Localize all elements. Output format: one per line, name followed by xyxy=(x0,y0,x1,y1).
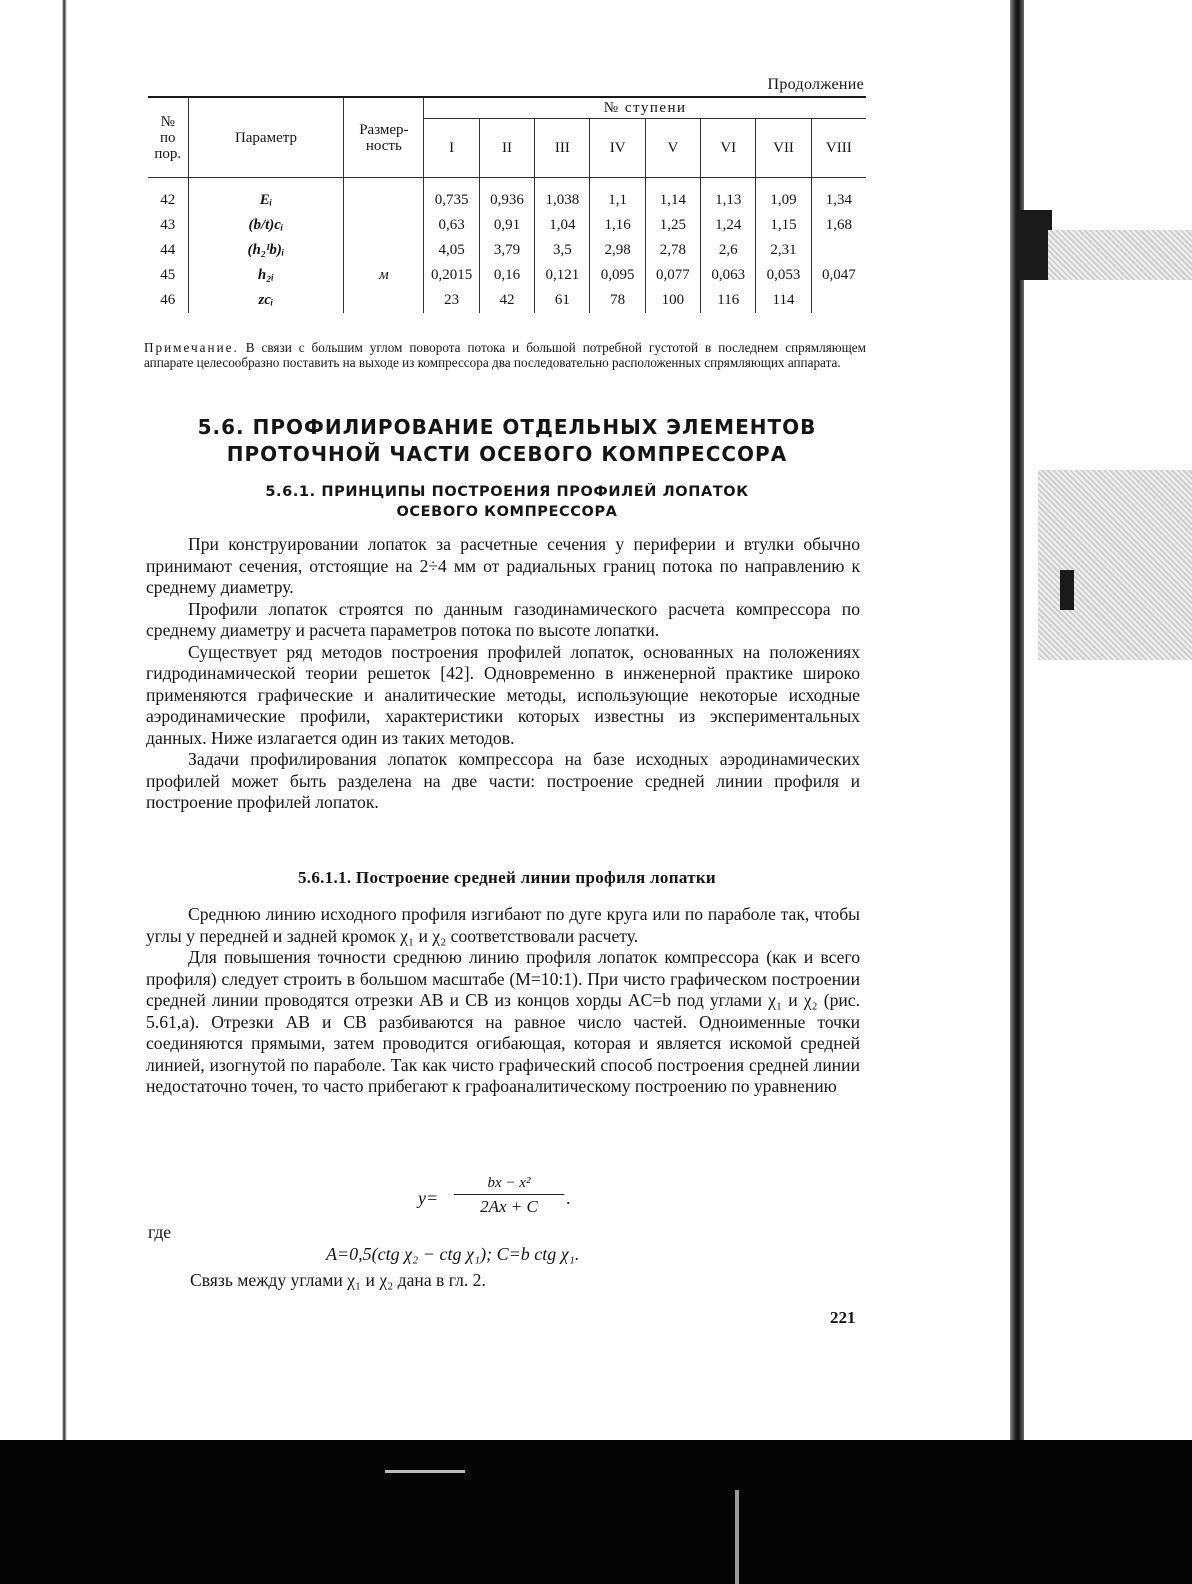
equation-numerator: bx − x² xyxy=(487,1175,531,1191)
fraction-bar xyxy=(454,1194,564,1195)
header-stage: II xyxy=(479,119,534,178)
scan-artifact xyxy=(1016,210,1052,280)
scan-artifact xyxy=(385,1470,465,1473)
header-dim-line: Размер- xyxy=(359,121,409,138)
gap-cell xyxy=(479,178,534,189)
row-value: 1,038 xyxy=(535,188,590,213)
row-value: 116 xyxy=(701,288,756,313)
row-value: 0,053 xyxy=(756,263,811,288)
paragraph: Профили лопаток строятся по данным газодинамического расчета компрессора по среднему диаметру и расчета параметров потока по высоте лопатки. xyxy=(146,598,860,640)
row-value: 0,936 xyxy=(479,188,534,213)
equation-fraction xyxy=(454,1174,564,1217)
header-dim-line: ность xyxy=(365,137,402,154)
note-text: В связи с большим углом поворота потока и большой потребной густотой в последнем спрямляющем аппарате целесообразно поставить на выходе из компрессора два последовательно расположенных спрямляющих аппарата. xyxy=(144,340,866,370)
row-num: 46 xyxy=(148,288,188,313)
header-param: Параметр xyxy=(188,98,344,178)
section-heading xyxy=(140,414,874,468)
section-heading-line: 5.6. ПРОФИЛИРОВАНИЕ ОТДЕЛЬНЫХ ЭЛЕМЕНТОВ xyxy=(197,415,817,439)
row-value: 100 xyxy=(645,288,700,313)
header-stage: VI xyxy=(701,119,756,178)
header-stage: VII xyxy=(756,119,811,178)
row-value: 2,31 xyxy=(756,238,811,263)
row-value: 114 xyxy=(756,288,811,313)
row-value: 1,14 xyxy=(645,188,700,213)
paragraph: Задачи профилирования лопаток компрессора на базе исходных аэродинамических профилей может быть разделена на две части: построение средней линии профиля и построение профилей лопаток. xyxy=(146,749,860,812)
table-row xyxy=(148,188,866,213)
scan-artifact xyxy=(1048,230,1192,280)
gap-cell xyxy=(344,178,424,189)
row-dim: м xyxy=(344,263,424,288)
table-row xyxy=(148,263,866,288)
row-value xyxy=(811,288,866,313)
header-dim xyxy=(344,98,424,178)
row-value: 0,16 xyxy=(479,263,534,288)
subsubsection-heading: 5.6.1.1. Построение средней линии профиля лопатки xyxy=(297,868,717,887)
gap-cell xyxy=(756,178,811,189)
header-stage: VIII xyxy=(811,119,866,178)
header-stage: I xyxy=(424,119,480,178)
row-value: 0,2015 xyxy=(424,263,480,288)
row-value: 1,24 xyxy=(701,213,756,238)
row-dim xyxy=(344,213,424,238)
row-dim xyxy=(344,238,424,263)
table-gap-row xyxy=(148,178,866,189)
equation-denominator: 2Ax + C xyxy=(480,1197,538,1216)
row-value: 0,095 xyxy=(590,263,645,288)
row-value: 4,05 xyxy=(424,238,480,263)
row-value: 3,5 xyxy=(535,238,590,263)
row-param: (b/t)cᵢ xyxy=(188,213,344,238)
scan-artifact xyxy=(1060,570,1074,610)
row-num: 42 xyxy=(148,188,188,213)
row-value: 1,25 xyxy=(645,213,700,238)
scan-right-edge xyxy=(1008,0,1192,1440)
table-row xyxy=(148,213,866,238)
equation-coefficients: A=0,5(ctg χ₂ − ctg χ₁); C=b ctg χ₁. xyxy=(326,1244,580,1264)
gap-cell xyxy=(701,178,756,189)
gap-cell xyxy=(645,178,700,189)
equation-lhs: y= xyxy=(418,1188,439,1208)
note-label: Примечание. xyxy=(144,340,239,355)
row-num: 44 xyxy=(148,238,188,263)
row-value: 0,121 xyxy=(535,263,590,288)
continuation-label: Продолжение xyxy=(767,76,864,93)
row-value: 1,34 xyxy=(825,192,852,208)
row-value: 78 xyxy=(590,288,645,313)
row-value: 0,047 xyxy=(821,267,856,283)
header-stage: IV xyxy=(590,119,645,178)
header-num-line: пор. xyxy=(154,145,182,162)
gap-cell xyxy=(590,178,645,189)
row-value: 1,09 xyxy=(756,188,811,213)
row-value: 61 xyxy=(535,288,590,313)
row-value: 3,79 xyxy=(479,238,534,263)
subsection-heading xyxy=(140,482,874,522)
row-value: 0,63 xyxy=(424,213,480,238)
paragraph: Существует ряд методов построения профилей лопаток, основанных на положениях гидродинамической теории решеток [42]. Одновременно в инженерной практике широко применяются графические и аналитические методы, использующие некоторые исходные аэродинамические профили, характеристики которых известны из экспериментальных данных. Ниже излагается один из таких методов. xyxy=(146,641,860,748)
page-number: 221 xyxy=(830,1308,856,1327)
row-value: 1,1 xyxy=(590,188,645,213)
row-dim xyxy=(344,188,424,213)
row-value: 2,6 xyxy=(701,238,756,263)
row-value: 0,063 xyxy=(701,263,756,288)
body-text-block xyxy=(146,534,860,814)
header-stage-group: № ступени xyxy=(424,98,866,119)
row-num: 43 xyxy=(148,213,188,238)
row-value: 23 xyxy=(424,288,480,313)
header-stage: V xyxy=(645,119,700,178)
where-label: где xyxy=(148,1222,172,1242)
table-header-row xyxy=(148,98,866,119)
row-value: 0,077 xyxy=(645,263,700,288)
row-value: 42 xyxy=(479,288,534,313)
paragraph: Среднюю линию исходного профиля изгибают по дуге круга или по параболе так, чтобы углы у передней и задней кромок χ₁ и χ₂ соответствовали расчету. xyxy=(146,904,860,946)
paragraph: При конструировании лопаток за расчетные сечения у периферии и втулки обычно принимают сечения, отстоящие на 2÷4 мм от радиальных границ потока по направлению к среднему диаметру. xyxy=(146,534,860,597)
row-param: Eᵢ xyxy=(188,188,344,213)
row-value xyxy=(811,238,866,263)
gap-cell xyxy=(424,178,480,189)
gap-cell xyxy=(148,178,188,189)
gap-cell xyxy=(811,178,866,189)
row-value: 1,04 xyxy=(535,213,590,238)
gap-cell xyxy=(535,178,590,189)
row-value: 1,68 xyxy=(825,217,852,233)
closing-sentence: Связь между углами χ₁ и χ₂ дана в гл. 2. xyxy=(190,1270,486,1290)
scan-artifact xyxy=(735,1490,739,1584)
row-value: 1,15 xyxy=(756,213,811,238)
row-value: 0,735 xyxy=(424,188,480,213)
header-num-line: № xyxy=(160,113,175,130)
row-param: zcᵢ xyxy=(188,288,344,313)
body-text-block xyxy=(146,904,860,1098)
row-value: 1,16 xyxy=(590,213,645,238)
scan-left-edge xyxy=(0,0,70,1584)
paragraph: Для повышения точности среднюю линию профиля лопаток компрессора (как и всего профиля) следует строить в большом масштабе (M=10:1). При чисто графическом построении средней линии проводятся отрезки AB и CB из концов хорды AC=b под углами χ₁ и χ₂ (рис. 5.61,a). Отрезки AB и CB разбиваются на равное число частей. Одноименные точки соединяются прямыми, затем проводится огибающая, которая и является искомой средней линией, изогнутой по параболе. Так как чисто графический способ построения средней линии недостаточно точен, то часто прибегают к графоаналитическому построению по уравнению xyxy=(146,947,860,1096)
row-value: 2,78 xyxy=(645,238,700,263)
row-value: 1,13 xyxy=(701,188,756,213)
table-row xyxy=(148,288,866,313)
header-stage: III xyxy=(535,119,590,178)
row-value: 0,91 xyxy=(479,213,534,238)
header-num-line: по xyxy=(160,129,176,146)
row-value: 2,98 xyxy=(590,238,645,263)
header-num xyxy=(148,98,188,178)
table-note xyxy=(144,340,866,370)
subsection-heading-line: ОСЕВОГО КОМПРЕССОРА xyxy=(396,504,618,520)
row-param: (h₂ᴵb)ᵢ xyxy=(188,238,344,263)
row-dim xyxy=(344,288,424,313)
row-param: h₂ᵢ xyxy=(188,263,344,288)
table-row xyxy=(148,238,866,263)
scan-artifact xyxy=(1038,470,1192,660)
gap-cell xyxy=(188,178,344,189)
parameters-table xyxy=(148,98,866,313)
equation-end: . xyxy=(566,1188,571,1208)
section-heading-line: ПРОТОЧНОЙ ЧАСТИ ОСЕВОГО КОМПРЕССОРА xyxy=(226,442,788,466)
row-num: 45 xyxy=(148,263,188,288)
subsection-heading-line: 5.6.1. ПРИНЦИПЫ ПОСТРОЕНИЯ ПРОФИЛЕЙ ЛОПАТОК xyxy=(265,484,749,500)
scan-bottom-edge xyxy=(0,1440,1192,1584)
